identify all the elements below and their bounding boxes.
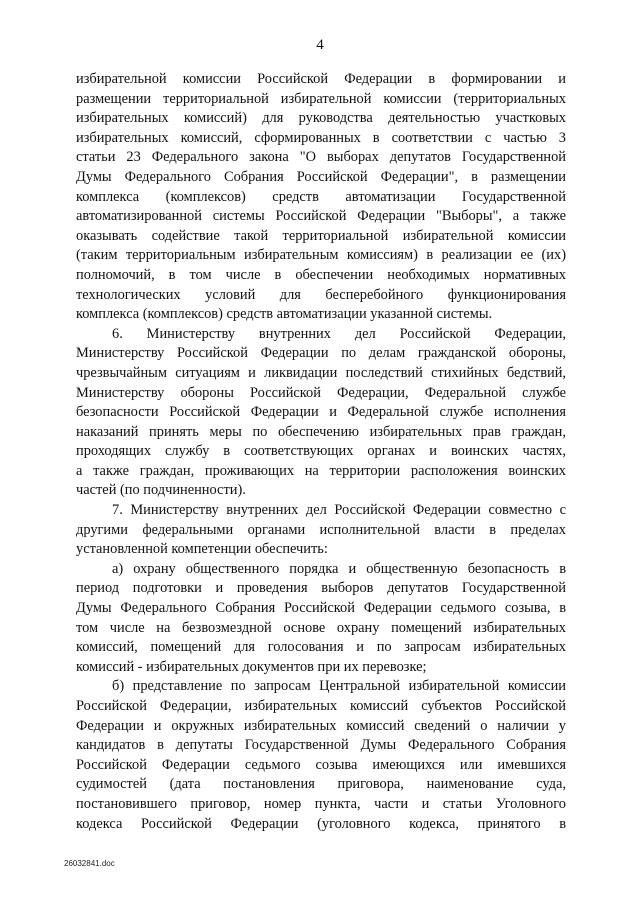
text-line: комплекса (комплексов) средств автоматизации указанной системы.: [76, 306, 493, 323]
text-line: а) охрану общественного порядка и общественную безопасность в: [112, 560, 566, 577]
text-line: чрезвычайным ситуациям и ликвидации последствий стихийных бедствий,: [76, 364, 566, 381]
text-line: (таким территориальным избирательным комиссиям) в реализации ее (их): [76, 247, 566, 264]
text-line: размещении территориальной избирательной комиссии (территориальных: [76, 90, 566, 107]
text-line: статьи 23 Федерального закона "О выборах депутатов Государственной: [76, 149, 566, 166]
text-line: избирательной комиссии Российской Федерации в формировании и: [76, 71, 566, 87]
document-body: [76, 70, 566, 834]
text-line: Думы Федерального Собрания Российской Федерации седьмого созыва, в: [76, 600, 566, 617]
text-line: период подготовки и проведения выборов депутатов Государственной: [76, 580, 566, 597]
text-line: Министерству Российской Федерации по делам гражданской обороны,: [76, 345, 566, 362]
text-line: Думы Федерального Собрания Российской Федерации", в размещении: [76, 168, 566, 185]
text-line: наказаний принять меры по обеспечению избирательных прав граждан,: [76, 423, 566, 440]
text-line: постановившего приговор, номер пункта, части и статьи Уголовного: [76, 795, 566, 812]
text-line: том числе на безвозмездной основе охрану помещений избирательных: [76, 619, 566, 636]
page-number: 4: [316, 37, 324, 53]
text-line: оказывать содействие такой территориальной избирательной комиссии: [76, 227, 566, 244]
text-line: комиссий, помещений для голосования и по запросам избирательных: [76, 639, 566, 656]
file-name-footer: 26032841.doc: [64, 859, 115, 868]
text-line: автоматизированной системы Российской Федерации "Выборы", а также: [76, 208, 566, 225]
text-line: другими федеральными органами исполнительной власти в пределах: [76, 521, 566, 538]
text-line: а также граждан, проживающих на территории расположения воинских: [76, 462, 566, 479]
text-line: избирательных комиссий) для руководства деятельностью участковых: [76, 110, 566, 127]
text-line: избирательных комиссий, сформированных в соответствии с частью 3: [76, 129, 566, 146]
text-line: частей (по подчиненности).: [76, 482, 246, 499]
text-line: судимостей (дата постановления приговора, наименование суда,: [76, 776, 566, 793]
text-line: полномочий, в том числе в обеспечении необходимых нормативных: [76, 266, 566, 283]
text-line: б) представление по запросам Центральной избирательной комиссии: [112, 678, 566, 695]
text-line: кодекса Российской Федерации (уголовного кодекса, принятого в: [76, 815, 566, 832]
text-line: 7. Министерству внутренних дел Российской Федерации совместно с: [112, 502, 566, 519]
text-line: Федерации и окружных избирательных комиссий сведений о наличии у: [76, 717, 566, 734]
text-line: технологических условий для бесперебойного функционирования: [76, 286, 566, 303]
text-line: Российской Федерации, избирательных комиссий субъектов Российской: [76, 698, 566, 714]
text-line: кандидатов в депутаты Государственной Думы Федерального Собрания: [76, 737, 566, 754]
text-line: Министерству обороны Российской Федерации, Федеральной службе: [76, 384, 566, 401]
text-line: проходящих службу в соответствующих органах и воинских частях,: [76, 443, 566, 460]
text-line: Российской Федерации седьмого созыва имеющихся или имевшихся: [76, 756, 566, 773]
text-line: установленной компетенции обеспечить:: [76, 541, 328, 558]
text-line: комплекса (комплексов) средств автоматизации Государственной: [76, 188, 566, 205]
text-line: безопасности Российской Федерации и Федеральной службе исполнения: [76, 404, 566, 421]
text-line: 6. Министерству внутренних дел Российской Федерации,: [112, 325, 566, 342]
text-line: комиссий - избирательных документов при их перевозке;: [76, 658, 427, 675]
